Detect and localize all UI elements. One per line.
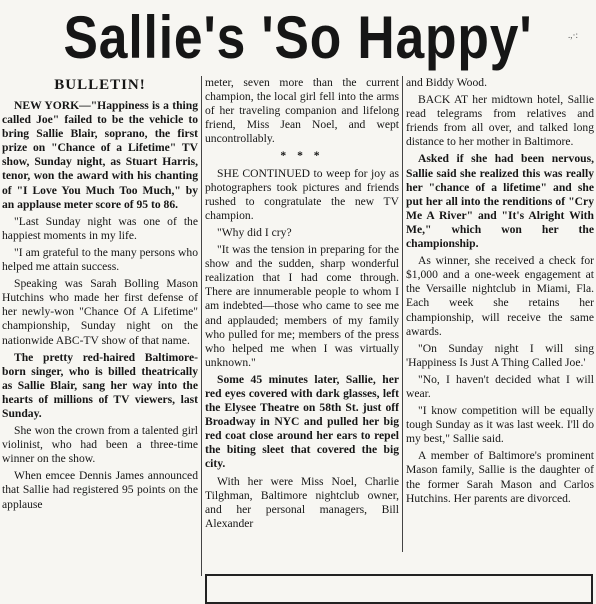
article-paragraph: "Why did I cry? <box>217 225 292 239</box>
bulletin-heading: BULLETIN! <box>54 77 146 93</box>
section-divider: * * * <box>280 149 324 163</box>
article-paragraph: SHE CONTINUED to weep for joy as photographers took pictures and friends rushed to congratulate the new TV champion. <box>205 166 399 222</box>
column-3 <box>406 76 594 552</box>
article-paragraph: "I know competition will be equally tough Sunday as it was last week. I'll do my best," Sallie said. <box>406 404 594 446</box>
article-paragraph: She won the crown from a talented girl violinist, who had been a three-time winner on the show. <box>2 424 198 466</box>
article-paragraph: Some 45 minutes later, Sallie, her red eyes covered with dark glasses, left the Elysee Theatre on 58th St. just off Broadway in NYC and pulled her big red coat close around her ears to repel the biting sleet that covered the big city. <box>205 372 399 471</box>
article-paragraph: The pretty red-haired Baltimore-born singer, who is billed theatrically as Sallie Blair, sang her way into the hearts of millions of TV viewers, last Sunday. <box>2 350 198 420</box>
article-paragraph: NEW YORK—"Happiness is a thing called Joe" failed to be the vehicle to bring Sallie Blair, soprano, the first prize on "Chance of a Lifetime" TV show, Sunday night, as Stuart Harris, tenor, won the award with his chanting of "I Love You Much Too Much," by an applause meter score of 95 to 86. <box>2 99 198 211</box>
article-paragraph: When emcee Dennis James announced that Sallie had registered 95 points on the applause <box>2 469 198 511</box>
column-rule <box>402 76 403 552</box>
article-paragraph: A member of Baltimore's prominent Mason family, Sallie is the daughter of the former Sarah Mason and Carlos Hutchins. Her parents are divorced. <box>406 449 594 505</box>
print-smudge: .,·: <box>568 30 578 40</box>
bordered-box <box>205 574 593 604</box>
article-paragraph: With her were Miss Noel, Charlie Tilghman, Baltimore nightclub owner, and her personal managers, Bill Alexander <box>205 474 399 530</box>
column-rule <box>201 76 202 576</box>
article-paragraph: "I am grateful to the many persons who helped me attain success. <box>2 245 198 274</box>
article-paragraph: "Last Sunday night was one of the happiest moments in my life. <box>2 214 198 242</box>
article-paragraph: and Biddy Wood. <box>406 76 487 89</box>
column-1 <box>2 76 198 588</box>
article-paragraph: "No, I haven't decided what I will wear. <box>406 372 594 400</box>
article-paragraph: BACK AT her midtown hotel, Sallie read telegrams from relatives and friends from all over, and talked long distance to her mother in Baltimore. <box>406 93 594 149</box>
headline: Sallie's 'So Happy' <box>63 4 533 71</box>
column-2 <box>205 76 399 576</box>
article-paragraph: meter, seven more than the current champion, the local girl fell into the arms of her traveling companion and lifelong friend, Miss Jean Noel, and wept uncontrollably. <box>205 76 399 146</box>
article-paragraph: "On Sunday night I will sing 'Happiness Is Just A Thing Called Joe.' <box>406 341 594 369</box>
article-paragraph: Speaking was Sarah Bolling Mason Hutchins who made her first defense of her newly-won "Chance Of A Lifetime" championship, Sunday night on the nationwide ABC-TV show of that name. <box>2 277 198 347</box>
article-paragraph: As winner, she received a check for $1,000 and a one-week engagement at the Versaille nightclub in Miami, Fla. Each week she retains her championship, will receive the same awards. <box>406 254 594 338</box>
article-paragraph: Asked if she had been nervous, Sallie said she realized this was really her "chance of a lifetime" and she put her all into the renditions of "Cry Me A River" and "It's Alright With Me," which won her the championship. <box>406 152 594 251</box>
article-paragraph: "It was the tension in preparing for the show and the sudden, sharp wonderful realization that I had come through. There are innumerable people to whom I am indebted—those who came to see me and applauded; members of my family who pulled for me; members of the press who helped me when I was virtually unknown." <box>205 243 399 369</box>
